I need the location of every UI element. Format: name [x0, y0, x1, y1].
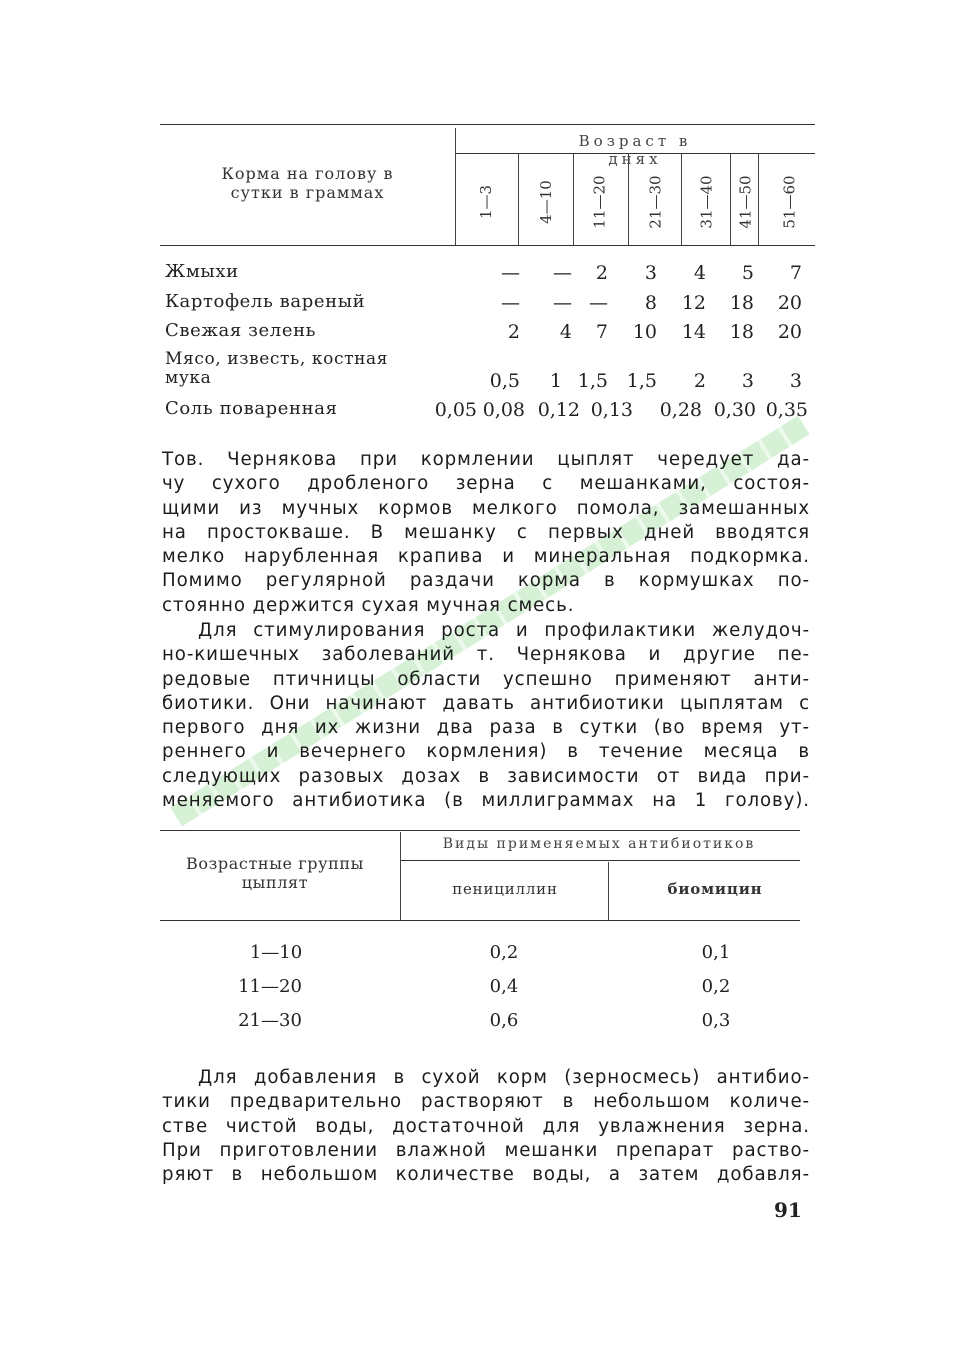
biomycin-header: биомицин [667, 880, 763, 898]
table-row: Жмыхи — — 2 3 4 5 7 [165, 261, 802, 284]
column-divider [608, 862, 609, 920]
age-col-5: 31—40 [698, 175, 716, 229]
age-col-1: 1—3 [477, 184, 495, 220]
subheader-rule [400, 860, 800, 861]
feed-table [160, 120, 815, 430]
table-row: 11—20 0,4 0,2 [238, 976, 731, 997]
table-row: 21—30 0,6 0,3 [238, 1010, 731, 1031]
table-row: Картофель вареный — — — 8 12 18 20 [165, 291, 802, 314]
table-row: 1—10 0,2 0,1 [249, 942, 731, 963]
page-number: 91 [774, 1198, 802, 1222]
column-divider [400, 832, 401, 920]
age-header-title: Возраст в днях [578, 132, 692, 168]
header-bottom-rule [160, 245, 815, 246]
feed-header-label: Корма на голову в сутки в граммах [221, 164, 394, 202]
age-col-7: 51—60 [781, 175, 799, 229]
antibiotic-table [160, 826, 800, 1046]
table-row: Свежая зелень 2 4 7 10 14 18 20 [165, 320, 802, 343]
age-col-2: 4—10 [536, 180, 555, 224]
penicillin-header: пенициллин [452, 880, 558, 898]
age-col-4: 21—30 [647, 175, 665, 229]
table-top-rule [160, 830, 800, 831]
paragraph-antibiotics: Для стимулирования роста и профилактики желудоч- но-кишечных заболеваний т. Чернякова и другие пе- редовые птичницы области успешно применяют анти- биотики. Они начинают давать антибиотики цыплятам с первого дня их жизни два раза в сутки (во время ут- реннего и вечернего кормления) в течение месяца в следующих разовых дозах в зависимости от вида при- меняемого антибиотика (в миллиграммах на 1 голову). [162, 620, 810, 812]
antibiotic-types-header: Виды применяемых антибиотиков [442, 836, 756, 852]
age-col-3: 11—20 [591, 175, 609, 229]
header-bottom-rule [160, 920, 800, 921]
table-top-rule [160, 124, 815, 125]
paragraph-feeding: Тов. Чернякова при кормлении цыплят чередует да- чу сухого дробленого зерна с мешанками, состоя- щими из мучных кормов мелкого помола, замешанных на простокваше. В мешанку с первых дней вводятся мелко нарубленная крапива и минеральная подкормка. Помимо регулярной раздачи корма в кормушках по- стоянно держится сухая мучная смесь. [162, 449, 810, 616]
age-groups-header: Возрастные группы цыплят [186, 854, 364, 892]
table-row: Мясо, известь, костная мука 0,5 1 1,5 1,5 2 3 3 [165, 349, 802, 392]
age-col-6: 41—50 [737, 175, 755, 229]
table-row: Соль поваренная 0,05 0,08 0,12 0,13 0,28 0,30 0,35 [165, 398, 808, 421]
paragraph-dosing: Для добавления в сухой корм (зерносмесь) антибио- тики предварительно растворяют в небольшом количе- стве чистой воды, достаточной для увлажнения зерна. При приготовлении влажной мешанки препарат раство- ряют в небольшом количестве воды, а затем добавля- [162, 1067, 810, 1186]
